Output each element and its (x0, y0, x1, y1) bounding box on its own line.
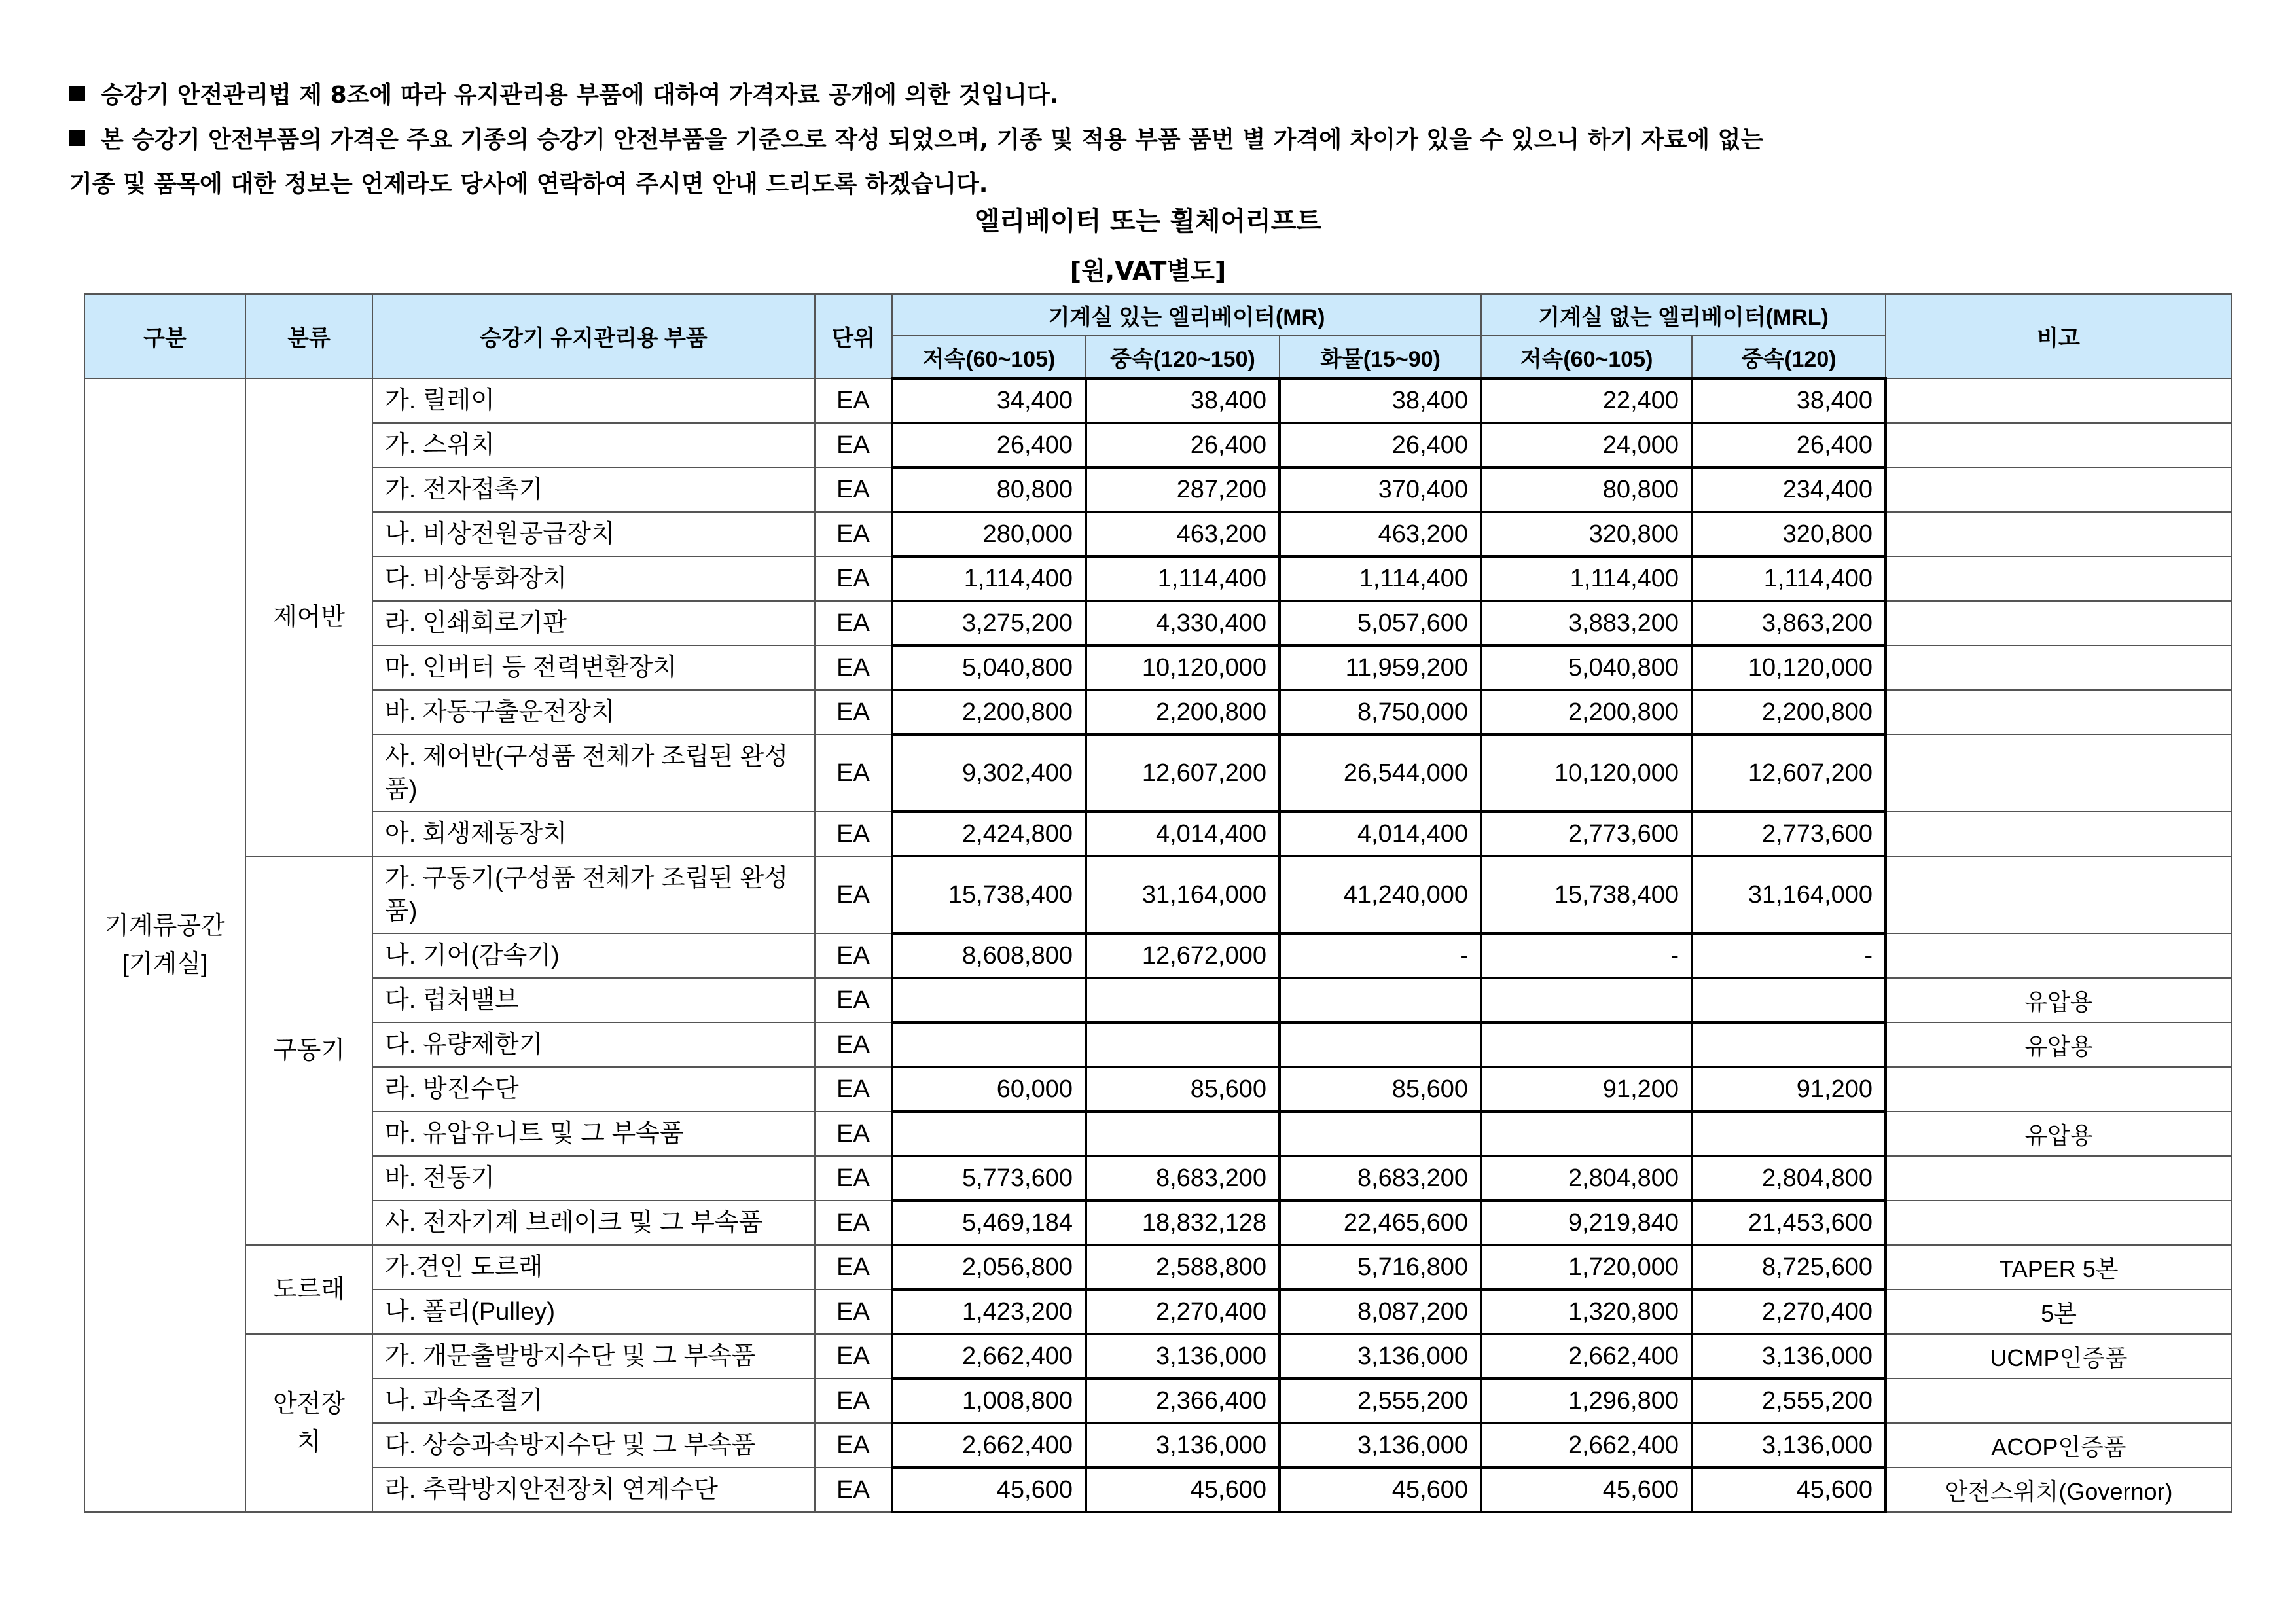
remark-cell: 유압용 (1886, 1022, 2231, 1067)
cell-text-line: [기계실] (122, 950, 208, 978)
header-mr-low: 저속(60~105) (892, 336, 1086, 378)
table-row (84, 856, 2231, 933)
price-cell-mr-freight: 8,087,200 (1280, 1290, 1481, 1334)
price-cell-mrl-mid: 320,800 (1692, 512, 1886, 556)
unit-cell: EA (815, 1022, 892, 1067)
price-cell-mr-mid: 2,270,400 (1086, 1290, 1280, 1334)
remark-cell (1886, 734, 2231, 812)
price-cell-mr-freight: 463,200 (1280, 512, 1481, 556)
price-cell-mr-mid (1086, 1022, 1280, 1067)
price-cell-mr-low (892, 978, 1086, 1022)
price-cell-mrl-low: 1,114,400 (1481, 556, 1692, 601)
price-cell-mr-low (892, 1022, 1086, 1067)
price-cell-mrl-low: 5,040,800 (1481, 645, 1692, 690)
price-cell-mr-low: 26,400 (892, 423, 1086, 467)
price-cell-mr-freight: 1,114,400 (1280, 556, 1481, 601)
price-cell-mrl-low: 24,000 (1481, 423, 1692, 467)
unit-cell: EA (815, 933, 892, 978)
header-mr-mid: 중속(120~150) (1086, 336, 1280, 378)
part-name-cell: 다. 비상통화장치 (372, 556, 815, 601)
price-cell-mr-low: 60,000 (892, 1067, 1086, 1111)
remark-cell (1886, 856, 2231, 933)
price-cell-mrl-mid: 26,400 (1692, 423, 1886, 467)
price-cell-mrl-mid: 2,804,800 (1692, 1156, 1886, 1200)
price-cell-mrl-low: 320,800 (1481, 512, 1692, 556)
price-cell-mr-low: 5,040,800 (892, 645, 1086, 690)
remark-cell (1886, 1200, 2231, 1245)
table-row (84, 645, 2231, 690)
price-cell-mr-freight: 45,600 (1280, 1468, 1481, 1512)
price-cell-mrl-low: 1,320,800 (1481, 1290, 1692, 1334)
header-mrl-low: 저속(60~105) (1481, 336, 1692, 378)
remark-cell (1886, 812, 2231, 856)
price-cell-mrl-mid: 2,270,400 (1692, 1290, 1886, 1334)
price-cell-mr-freight: 85,600 (1280, 1067, 1481, 1111)
price-cell-mrl-low (1481, 1022, 1692, 1067)
price-cell-mr-mid: 2,588,800 (1086, 1245, 1280, 1290)
price-cell-mr-low: 34,400 (892, 378, 1086, 423)
notice-line-1: 승강기 안전관리법 제 8조에 따라 유지관리용 부품에 대하여 가격자료 공개에 의한 것입니다. (69, 73, 2229, 118)
part-name-cell: 라. 추락방지안전장치 연계수단 (372, 1468, 815, 1512)
table-body (84, 378, 2231, 1512)
price-cell-mrl-mid (1692, 978, 1886, 1022)
price-cell-mr-low: 1,008,800 (892, 1379, 1086, 1423)
price-cell-mr-mid: 31,164,000 (1086, 856, 1280, 933)
table-row (84, 734, 2231, 812)
header-category: 분류 (245, 294, 372, 378)
price-cell-mr-mid: 2,200,800 (1086, 690, 1280, 734)
price-cell-mrl-mid: 8,725,600 (1692, 1245, 1886, 1290)
part-name-cell: 다. 유량제한기 (372, 1022, 815, 1067)
unit-cell: EA (815, 812, 892, 856)
unit-cell: EA (815, 1067, 892, 1111)
remark-cell: TAPER 5본 (1886, 1245, 2231, 1290)
category-control (245, 378, 372, 856)
price-cell-mr-mid: 2,366,400 (1086, 1379, 1280, 1423)
header-part: 승강기 유지관리용 부품 (372, 294, 815, 378)
part-name-cell: 라. 방진수단 (372, 1067, 815, 1111)
part-name-cell: 나. 기어(감속기) (372, 933, 815, 978)
price-cell-mrl-mid: 45,600 (1692, 1468, 1886, 1512)
unit-cell: EA (815, 378, 892, 423)
price-cell-mr-low: 1,423,200 (892, 1290, 1086, 1334)
header-remark: 비고 (1886, 294, 2231, 378)
unit-cell: EA (815, 645, 892, 690)
part-name-cell: 바. 자동구출운전장치 (372, 690, 815, 734)
cell-text-line: 치 (296, 1428, 321, 1456)
price-cell-mr-mid: 1,114,400 (1086, 556, 1280, 601)
unit-cell: EA (815, 1290, 892, 1334)
remark-cell (1886, 1067, 2231, 1111)
price-cell-mrl-low: 2,662,400 (1481, 1423, 1692, 1468)
price-cell-mrl-low: 1,296,800 (1481, 1379, 1692, 1423)
unit-cell: EA (815, 1245, 892, 1290)
price-cell-mr-mid: 26,400 (1086, 423, 1280, 467)
category-drive (245, 856, 372, 1245)
unit-cell: EA (815, 1379, 892, 1423)
table-row (84, 512, 2231, 556)
price-cell-mr-mid: 85,600 (1086, 1067, 1280, 1111)
part-name-cell: 사. 제어반(구성품 전체가 조립된 완성품) (372, 734, 815, 812)
part-name-cell: 가. 개문출발방지수단 및 그 부속품 (372, 1334, 815, 1379)
cell-text-line: 안전장 (272, 1390, 346, 1418)
price-cell-mrl-mid: 3,136,000 (1692, 1334, 1886, 1379)
price-cell-mrl-mid: 38,400 (1692, 378, 1886, 423)
price-cell-mrl-mid: 21,453,600 (1692, 1200, 1886, 1245)
price-cell-mr-freight: 4,014,400 (1280, 812, 1481, 856)
price-cell-mrl-low: 15,738,400 (1481, 856, 1692, 933)
table-row (84, 812, 2231, 856)
unit-cell: EA (815, 690, 892, 734)
price-cell-mr-mid: 287,200 (1086, 467, 1280, 512)
part-name-cell: 나. 비상전원공급장치 (372, 512, 815, 556)
table-row (84, 1067, 2231, 1111)
price-cell-mrl-mid: 2,555,200 (1692, 1379, 1886, 1423)
part-name-cell: 라. 인쇄회로기판 (372, 601, 815, 645)
part-name-cell: 가.견인 도르래 (372, 1245, 815, 1290)
price-cell-mr-low: 280,000 (892, 512, 1086, 556)
price-cell-mr-low: 80,800 (892, 467, 1086, 512)
remark-cell (1886, 423, 2231, 467)
price-cell-mr-mid: 12,672,000 (1086, 933, 1280, 978)
price-cell-mr-mid: 12,607,200 (1086, 734, 1280, 812)
price-cell-mr-mid: 3,136,000 (1086, 1334, 1280, 1379)
price-cell-mrl-low: 91,200 (1481, 1067, 1692, 1111)
header-mrl-mid: 중속(120) (1692, 336, 1886, 378)
price-cell-mr-freight (1280, 1111, 1481, 1156)
part-name-cell: 나. 폴리(Pulley) (372, 1290, 815, 1334)
price-cell-mr-freight (1280, 1022, 1481, 1067)
price-cell-mr-low: 2,056,800 (892, 1245, 1086, 1290)
price-cell-mr-mid: 8,683,200 (1086, 1156, 1280, 1200)
price-cell-mr-mid: 3,136,000 (1086, 1423, 1280, 1468)
price-cell-mr-low: 8,608,800 (892, 933, 1086, 978)
unit-cell: EA (815, 1468, 892, 1512)
remark-cell: UCMP인증품 (1886, 1334, 2231, 1379)
part-name-cell: 바. 전동기 (372, 1156, 815, 1200)
header-unit: 단위 (815, 294, 892, 378)
notice-block (69, 73, 2229, 207)
price-cell-mr-low: 1,114,400 (892, 556, 1086, 601)
remark-cell (1886, 378, 2231, 423)
price-cell-mrl-low: 9,219,840 (1481, 1200, 1692, 1245)
price-cell-mr-freight: 5,057,600 (1280, 601, 1481, 645)
price-cell-mr-mid: 4,330,400 (1086, 601, 1280, 645)
price-cell-mr-low: 2,662,400 (892, 1423, 1086, 1468)
table-row (84, 1111, 2231, 1156)
unit-cell: EA (815, 601, 892, 645)
remark-cell (1886, 933, 2231, 978)
price-cell-mr-freight: 11,959,200 (1280, 645, 1481, 690)
cell-text-line: 기계류공간 (105, 912, 225, 940)
unit-cell: EA (815, 467, 892, 512)
price-cell-mrl-mid: 31,164,000 (1692, 856, 1886, 933)
price-cell-mrl-mid: 3,863,200 (1692, 601, 1886, 645)
part-name-cell: 사. 전자기계 브레이크 및 그 부속품 (372, 1200, 815, 1245)
price-cell-mrl-low (1481, 978, 1692, 1022)
table-row (84, 423, 2231, 467)
document-title: 엘리베이터 또는 휠체어리프트 (974, 206, 1322, 236)
notice-line-2: 본 승강기 안전부품의 가격은 주요 기종의 승강기 안전부품을 기준으로 작성 되었으며, 기종 및 적용 부품 품번 별 가격에 차이가 있을 수 있으니 하기 자료에 없는 (69, 118, 2229, 162)
remark-cell: ACOP인증품 (1886, 1423, 2231, 1468)
cell-text-line: 구동기 (272, 1037, 346, 1064)
table-row (84, 1379, 2231, 1423)
category-sheave (245, 1245, 372, 1334)
unit-cell: EA (815, 734, 892, 812)
remark-cell: 유압용 (1886, 1111, 2231, 1156)
part-name-cell: 나. 과속조절기 (372, 1379, 815, 1423)
price-cell-mrl-mid: - (1692, 933, 1886, 978)
price-cell-mr-low: 9,302,400 (892, 734, 1086, 812)
part-name-cell: 마. 유압유니트 및 그 부속품 (372, 1111, 815, 1156)
price-cell-mr-low: 45,600 (892, 1468, 1086, 1512)
square-bullet-icon (69, 86, 85, 101)
table-row (84, 1022, 2231, 1067)
table-row (84, 1156, 2231, 1200)
part-name-cell: 다. 상승과속방지수단 및 그 부속품 (372, 1423, 815, 1468)
price-cell-mr-freight: 8,683,200 (1280, 1156, 1481, 1200)
part-name-cell: 아. 회생제동장치 (372, 812, 815, 856)
table-row (84, 933, 2231, 978)
price-cell-mrl-low: 2,200,800 (1481, 690, 1692, 734)
price-cell-mrl-low: 1,720,000 (1481, 1245, 1692, 1290)
remark-cell: 5본 (1886, 1290, 2231, 1334)
remark-cell: 유압용 (1886, 978, 2231, 1022)
price-cell-mrl-mid: 12,607,200 (1692, 734, 1886, 812)
price-cell-mr-freight: 3,136,000 (1280, 1423, 1481, 1468)
price-cell-mr-mid: 45,600 (1086, 1468, 1280, 1512)
price-unit-note: [원,VAT별도] (1069, 257, 1227, 285)
remark-cell (1886, 1379, 2231, 1423)
price-cell-mrl-low: 80,800 (1481, 467, 1692, 512)
price-cell-mrl-low: 2,804,800 (1481, 1156, 1692, 1200)
part-name-cell: 가. 전자접촉기 (372, 467, 815, 512)
price-cell-mr-freight: 3,136,000 (1280, 1334, 1481, 1379)
price-cell-mr-freight: 38,400 (1280, 378, 1481, 423)
unit-cell: EA (815, 423, 892, 467)
table-row (84, 378, 2231, 423)
price-cell-mrl-low: 2,773,600 (1481, 812, 1692, 856)
price-cell-mr-mid: 10,120,000 (1086, 645, 1280, 690)
remark-cell (1886, 645, 2231, 690)
price-cell-mr-mid: 18,832,128 (1086, 1200, 1280, 1245)
price-cell-mr-mid (1086, 978, 1280, 1022)
price-cell-mrl-low (1481, 1111, 1692, 1156)
price-cell-mr-freight: 5,716,800 (1280, 1245, 1481, 1290)
price-cell-mr-low (892, 1111, 1086, 1156)
table-row (84, 690, 2231, 734)
cell-text-line: 제어반 (272, 604, 346, 631)
price-cell-mr-freight (1280, 978, 1481, 1022)
remark-cell (1886, 512, 2231, 556)
price-cell-mrl-mid: 1,114,400 (1692, 556, 1886, 601)
table-row (84, 1423, 2231, 1468)
table-row (84, 978, 2231, 1022)
square-bullet-icon (69, 130, 85, 146)
unit-cell: EA (815, 556, 892, 601)
price-cell-mr-mid: 4,014,400 (1086, 812, 1280, 856)
header-mr-freight: 화물(15~90) (1280, 336, 1481, 378)
price-cell-mrl-mid (1692, 1111, 1886, 1156)
table-row (84, 1468, 2231, 1512)
table-row (84, 601, 2231, 645)
price-cell-mrl-low: 22,400 (1481, 378, 1692, 423)
price-cell-mrl-low: 2,662,400 (1481, 1334, 1692, 1379)
part-name-cell: 마. 인버터 등 전력변환장치 (372, 645, 815, 690)
category-safety (245, 1334, 372, 1512)
header-mrl: 기계실 없는 엘리베이터(MRL) (1481, 294, 1886, 336)
price-cell-mr-freight: 370,400 (1280, 467, 1481, 512)
price-cell-mr-freight: 26,544,000 (1280, 734, 1481, 812)
unit-cell: EA (815, 978, 892, 1022)
section-cell (84, 378, 245, 1512)
remark-cell (1886, 690, 2231, 734)
price-cell-mr-freight: 2,555,200 (1280, 1379, 1481, 1423)
price-cell-mr-mid: 38,400 (1086, 378, 1280, 423)
price-cell-mrl-mid: 2,200,800 (1692, 690, 1886, 734)
part-name-cell: 다. 럽처밸브 (372, 978, 815, 1022)
price-cell-mrl-mid: 234,400 (1692, 467, 1886, 512)
table-row (84, 467, 2231, 512)
cell-text-line: 도르래 (272, 1276, 346, 1303)
part-name-cell: 가. 릴레이 (372, 378, 815, 423)
unit-cell: EA (815, 1334, 892, 1379)
price-cell-mrl-low: - (1481, 933, 1692, 978)
price-cell-mr-low: 5,469,184 (892, 1200, 1086, 1245)
table-row (84, 1334, 2231, 1379)
notice-line-3: 기종 및 품목에 대한 정보는 언제라도 당사에 연락하여 주시면 안내 드리도록 하겠습니다. (69, 171, 988, 198)
price-cell-mr-freight: 26,400 (1280, 423, 1481, 467)
price-cell-mr-low: 15,738,400 (892, 856, 1086, 933)
unit-cell: EA (815, 1423, 892, 1468)
remark-cell (1886, 467, 2231, 512)
unit-cell: EA (815, 1200, 892, 1245)
remark-cell (1886, 1156, 2231, 1200)
price-cell-mrl-mid (1692, 1022, 1886, 1067)
table-row (84, 1245, 2231, 1290)
price-cell-mr-low: 2,424,800 (892, 812, 1086, 856)
table-row (84, 556, 2231, 601)
table-row (84, 1200, 2231, 1245)
price-cell-mrl-low: 10,120,000 (1481, 734, 1692, 812)
unit-cell: EA (815, 512, 892, 556)
price-cell-mr-freight: 41,240,000 (1280, 856, 1481, 933)
unit-cell: EA (815, 1111, 892, 1156)
remark-cell (1886, 556, 2231, 601)
part-name-cell: 가. 구동기(구성품 전체가 조립된 완성품) (372, 856, 815, 933)
remark-cell (1886, 601, 2231, 645)
table-row (84, 1290, 2231, 1334)
table-header (84, 294, 2231, 378)
price-cell-mr-low: 5,773,600 (892, 1156, 1086, 1200)
price-cell-mr-low: 2,662,400 (892, 1334, 1086, 1379)
price-cell-mrl-low: 45,600 (1481, 1468, 1692, 1512)
price-cell-mr-mid (1086, 1111, 1280, 1156)
price-cell-mr-freight: 8,750,000 (1280, 690, 1481, 734)
part-name-cell: 가. 스위치 (372, 423, 815, 467)
price-cell-mr-freight: 22,465,600 (1280, 1200, 1481, 1245)
price-cell-mr-low: 2,200,800 (892, 690, 1086, 734)
price-cell-mrl-low: 3,883,200 (1481, 601, 1692, 645)
price-cell-mr-mid: 463,200 (1086, 512, 1280, 556)
price-cell-mrl-mid: 91,200 (1692, 1067, 1886, 1111)
price-cell-mr-freight: - (1280, 933, 1481, 978)
price-cell-mrl-mid: 10,120,000 (1692, 645, 1886, 690)
price-cell-mrl-mid: 3,136,000 (1692, 1423, 1886, 1468)
header-mr: 기계실 있는 엘리베이터(MR) (892, 294, 1481, 336)
price-cell-mrl-mid: 2,773,600 (1692, 812, 1886, 856)
parts-price-table (84, 293, 2232, 1513)
unit-cell: EA (815, 1156, 892, 1200)
unit-cell: EA (815, 856, 892, 933)
header-section: 구분 (84, 294, 245, 378)
price-cell-mr-low: 3,275,200 (892, 601, 1086, 645)
remark-cell: 안전스위치(Governor) (1886, 1468, 2231, 1512)
